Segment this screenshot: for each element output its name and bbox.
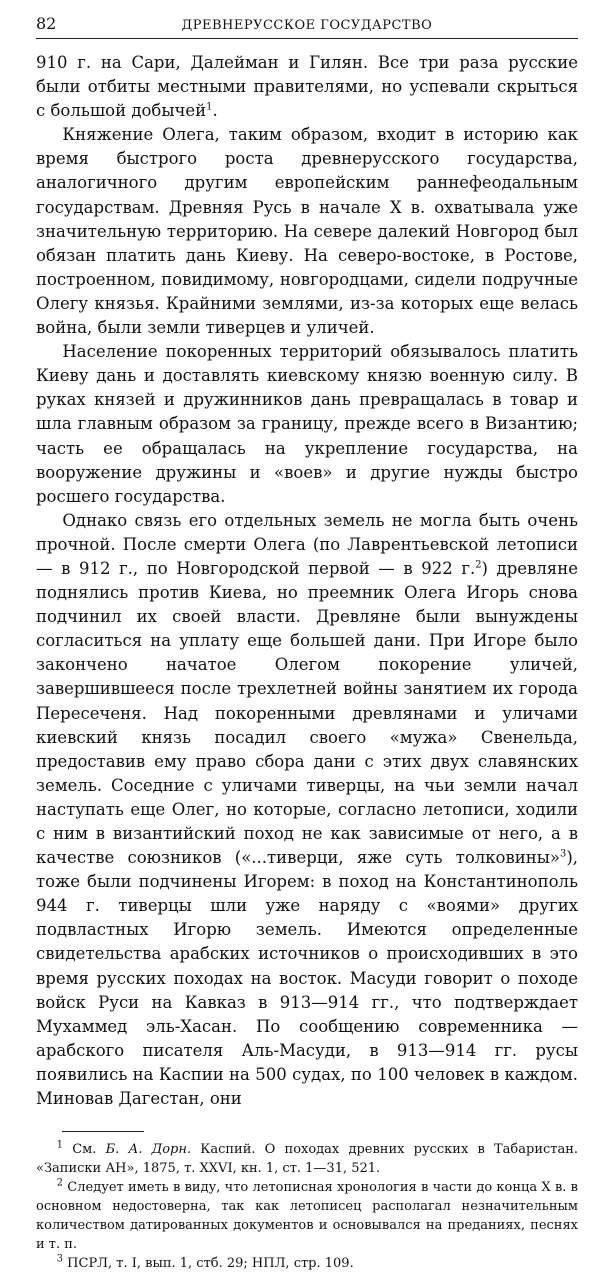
paragraph [36, 509, 578, 1111]
paragraph-text: 910 г. на Сари, Далейман и Гилян. Все три раза русские были отбиты местными правителями, но успевали скрыться с большой добычей [36, 53, 578, 121]
paragraph-text: Население покоренных территорий обязывалось платить Киеву дань и доставлять киевскому князю военную силу. В руках князей и дружинников дань превращалась в товар и шла главным образом за границу, прежде всего в Византию; часть ее обращалась на укрепление государства, на вооружение дружины и «воев» и другие нужды быстро росшего государства. [36, 342, 578, 506]
footnote-text: ПСРЛ, т. I, вып. 1, стб. 29; НПЛ, стр. 109. [67, 1256, 354, 1272]
paragraph-text: Княжение Олега, таким образом, входит в историю как время быстрого роста древнерусского государства, аналогичного другим европейским раннефеодальным государствам. Древняя Русь в начале X в. охватывала уже значительную территорию. На севере далекий Новгород был обязан платить дань Киеву. На северо-востоке, в Ростове, построенном, повидимому, новгородцами, сидели подручные Олегу князья. Крайними землями, из-за которых еще велась война, были земли тиверцев и уличей. [36, 125, 578, 338]
footnote-number: 2 [56, 1177, 64, 1189]
footnote-author: Б. А. Дорн. [105, 1142, 192, 1158]
footnote-number: 1 [56, 1139, 64, 1151]
main-text [36, 51, 578, 1111]
paragraph [36, 123, 578, 340]
paragraph: 910 г. на Сари, Далейман и Гилян. Все три раза русские были отбиты местными правителями, но успевали скрыться с большой добычей$^1$. [36, 53, 578, 121]
page-number: 82 [36, 14, 57, 33]
paragraph-text: ) древляне поднялись против Киева, но преемник Олега Игорь снова подчинил их своей власти. Древляне были вынуждены согласиться на уплату еще большей дани. При Игоре было закончено начатое Олегом покорение уличей, завершившееся после трехлетней войны занятием их города Пересеченя. Над покоренными древлянами и уличами киевский князь посадил своего «мужа» Свенельда, предоставив ему право сбора дани с этих двух славянских земель. Соседние с уличами тиверцы, на чьи земли начал наступать еще Олег, но которые, согласно летописи, ходили с ним в византийский поход не как зависимые от него, а в качестве союзников («...тиверци, яже суть толковины» [36, 558, 578, 868]
footnote [36, 1254, 578, 1273]
footnote-text: См. [72, 1142, 106, 1158]
footnote-text: Следует иметь в виду, что летописная хронология в части до конца X в. в основном недостоверна, так как летописец располагал незначительным количеством датированных документов и основывался на преданиях, песнях и т. п. [36, 1180, 578, 1253]
paragraph [36, 340, 578, 509]
paragraph-text: Однако связь его отдельных земель не могла быть очень прочной. После смерти Олега (по Лаврентьевской летописи — в 912 г., по Новгородской первой — в 922 г. [36, 510, 578, 578]
footnotes [36, 1140, 578, 1273]
paragraph-text: ), тоже были подчинены Игорем: в поход на Константинополь 944 г. тиверцы шли уже наряду с «воями» других подвластных Игорю земель. Имеются определенные свидетельства арабских источников о происходивших в это время русских походах на восток. Масуди говорит о походе войск Руси на Кавказ в 913—914 гг., что подтверждает Мухаммед эль-Хасан. По сообщению современника — арабского писателя Аль-Масуди, в 913—914 гг. русы появились на Каспии на 500 судах, по 100 человек в каждом. Миновав Дагестан, они [36, 848, 578, 1109]
footnote-ref[interactable]: 2 [475, 559, 482, 571]
footnote [36, 1140, 578, 1178]
footnote-text: Каспий. О походах древних русских в Табаристан. «Записки АН», 1875, т. XXVI, кн. 1, ст. 1—31, 521. [36, 1142, 579, 1177]
running-title: ДРЕВНЕРУССКОЕ ГОСУДАРСТВО [181, 18, 433, 33]
footnote-number: 3 [56, 1253, 64, 1265]
footnote-ref[interactable]: 3 [560, 848, 567, 860]
footnote [36, 1178, 578, 1254]
footnote-divider [62, 1131, 144, 1132]
footnote-ref[interactable]: 1 [206, 101, 213, 113]
page-header [36, 14, 578, 39]
